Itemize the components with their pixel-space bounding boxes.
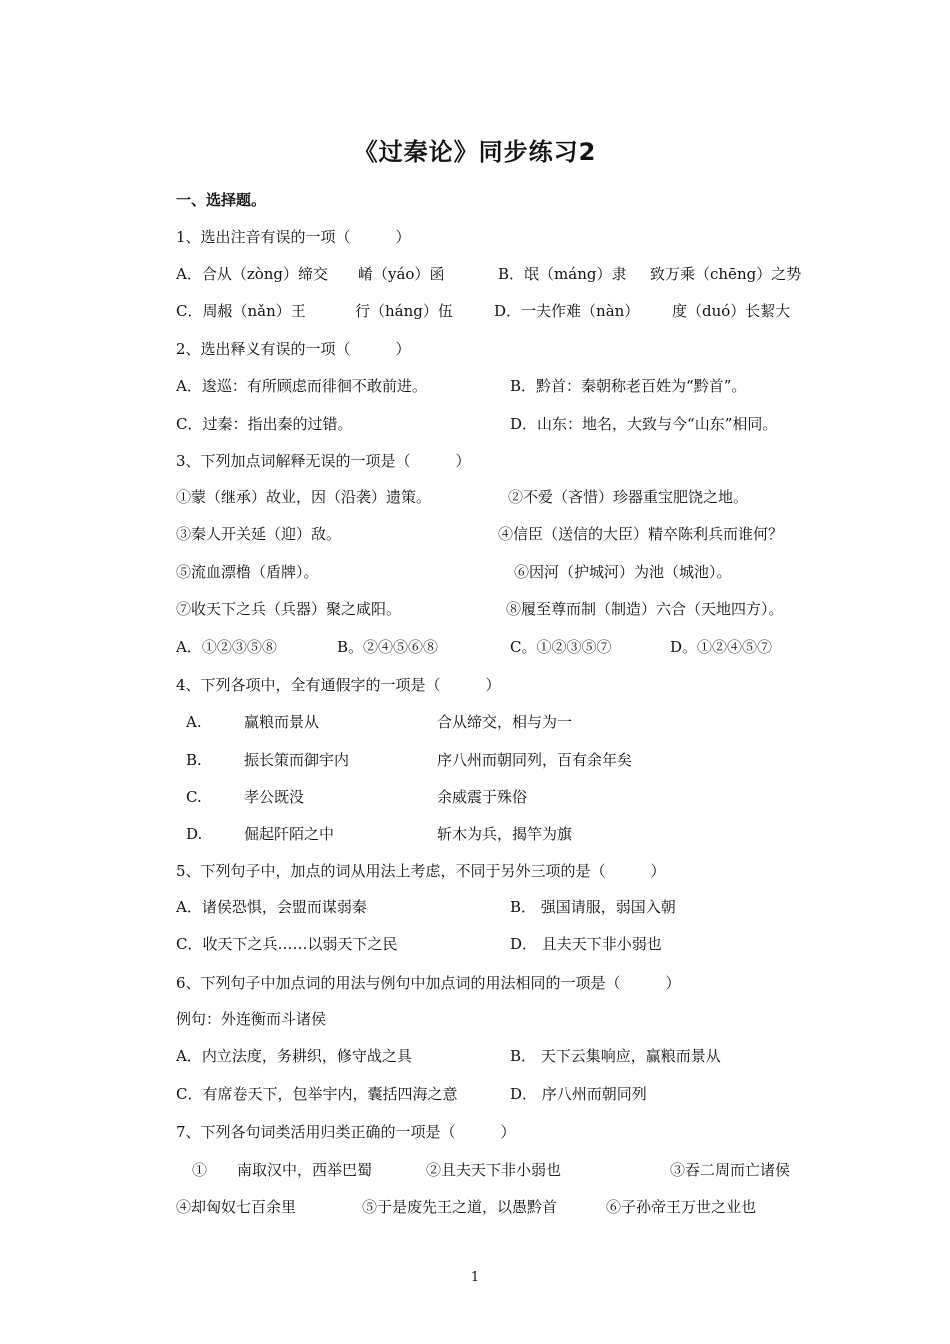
q3-option-d: D。①②④⑤⑦ bbox=[670, 638, 773, 656]
q6-stem: 6、下列句子中加点词的用法与例句中加点词的用法相同的一项是（ ） bbox=[176, 974, 681, 992]
q5-option-d: D． 且夫天下非小弱也 bbox=[510, 935, 662, 953]
q2-option-d: D．山东：地名，大致与今“山东”相同。 bbox=[510, 415, 778, 433]
q1-option-a: A．合从（zòng）缔交 bbox=[176, 265, 329, 283]
q1-option-d2: 度（duó）长絜大 bbox=[672, 302, 791, 320]
q4-left-c: 孝公既没 bbox=[244, 788, 305, 806]
q2-stem: 2、选出释义有误的一项（ ） bbox=[176, 340, 411, 358]
q4-right-b: 序八州而朝同列，百有余年矣 bbox=[437, 751, 633, 769]
q3-option-b: B。②④⑤⑥⑧ bbox=[337, 638, 439, 656]
q3-item-8: ⑧履至尊而制（制造）六合（天地四方）。 bbox=[506, 600, 784, 618]
q4-left-b: 振长策而御宇内 bbox=[244, 751, 350, 769]
q3-item-3: ③秦人开关延（迎）敌。 bbox=[176, 525, 342, 543]
q4-right-d: 斩木为兵，揭竿为旗 bbox=[437, 825, 573, 843]
q1-option-c2: 行（háng）伍 bbox=[355, 302, 453, 320]
q3-item-4: ④信臣（送信的大臣）精卒陈利兵而谁何？ bbox=[498, 525, 784, 543]
q4-stem: 4、下列各项中，全有通假字的一项是（ ） bbox=[176, 676, 501, 694]
q4-left-a: 赢粮而景从 bbox=[244, 713, 320, 731]
q6-option-c: C．有席卷天下，包举宇内，囊括四海之意 bbox=[176, 1085, 458, 1103]
q4-label-c: C. bbox=[186, 788, 202, 806]
q3-item-5: ⑤流血漂橹（盾牌）。 bbox=[176, 563, 319, 581]
q4-label-d: D. bbox=[186, 825, 203, 843]
q4-left-d: 倔起阡陌之中 bbox=[244, 825, 335, 843]
section-heading: 一、选择题。 bbox=[176, 191, 267, 209]
page-title: 《过秦论》同步练习2 bbox=[353, 138, 597, 166]
q7-item-1: ① 南取汉中，西举巴蜀 bbox=[192, 1161, 373, 1179]
q3-item-2: ②不爱（吝惜）珍器重宝肥饶之地。 bbox=[508, 488, 749, 506]
q5-stem: 5、下列句子中，加点的词从用法上考虑，不同于另外三项的是（ ） bbox=[176, 862, 666, 880]
q1-option-b2: 致万乘（chēng）之势 bbox=[650, 265, 802, 283]
q6-option-b: B． 天下云集响应，赢粮而景从 bbox=[510, 1047, 721, 1065]
q3-item-6: ⑥因河（护城河）为池（城池）。 bbox=[514, 563, 732, 581]
q4-label-b: B. bbox=[186, 751, 202, 769]
q2-option-c: C．过秦：指出秦的过错。 bbox=[176, 415, 353, 433]
q3-stem: 3、下列加点词解释无误的一项是（ ） bbox=[176, 452, 471, 470]
q4-label-a: A. bbox=[186, 713, 202, 731]
q7-item-4: ④却匈奴七百余里 bbox=[176, 1198, 297, 1216]
q1-option-a2: 崤（yáo）函 bbox=[358, 265, 445, 283]
q2-option-b: B．黔首：秦朝称老百姓为“黔首”。 bbox=[510, 377, 747, 395]
q5-option-c: C．收天下之兵……以弱天下之民 bbox=[176, 935, 398, 953]
q6-option-d: D． 序八州而朝同列 bbox=[510, 1085, 647, 1103]
q6-option-a: A．内立法度，务耕织，修守战之具 bbox=[176, 1047, 412, 1065]
q3-item-7: ⑦收天下之兵（兵器）聚之咸阳。 bbox=[176, 600, 402, 618]
page-number: 1 bbox=[470, 1270, 480, 1285]
q7-stem: 7、下列各句词类活用归类正确的一项是（ ） bbox=[176, 1123, 516, 1141]
q6-example: 例句：外连衡而斗诸侯 bbox=[176, 1010, 327, 1028]
q7-item-6: ⑥子孙帝王万世之业也 bbox=[606, 1198, 757, 1216]
q3-option-c: C。①②③⑤⑦ bbox=[510, 638, 612, 656]
q1-option-d: D．一夫作难（nàn） bbox=[494, 302, 640, 320]
q7-item-3: ③吞二周而亡诸侯 bbox=[670, 1161, 791, 1179]
q1-option-c: C．周赧（nǎn）王 bbox=[176, 302, 306, 320]
q4-right-c: 余威震于殊俗 bbox=[437, 788, 528, 806]
q2-option-a: A．逡巡：有所顾虑而徘徊不敢前进。 bbox=[176, 377, 427, 395]
q5-option-b: B． 强国请服，弱国入朝 bbox=[510, 898, 676, 916]
q7-item-5: ⑤于是废先王之道，以愚黔首 bbox=[362, 1198, 558, 1216]
q7-item-2: ②且夫天下非小弱也 bbox=[426, 1161, 562, 1179]
q3-item-1: ①蒙（继承）故业，因（沿袭）遗策。 bbox=[176, 488, 432, 506]
q4-right-a: 合从缔交，相与为一 bbox=[437, 713, 573, 731]
q5-option-a: A．诸侯恐惧，会盟而谋弱秦 bbox=[176, 898, 367, 916]
q3-option-a: A．①②③⑤⑧ bbox=[176, 638, 277, 656]
q1-option-b: B．氓（máng）隶 bbox=[498, 265, 627, 283]
q1-stem: 1、选出注音有误的一项（ ） bbox=[176, 228, 411, 246]
